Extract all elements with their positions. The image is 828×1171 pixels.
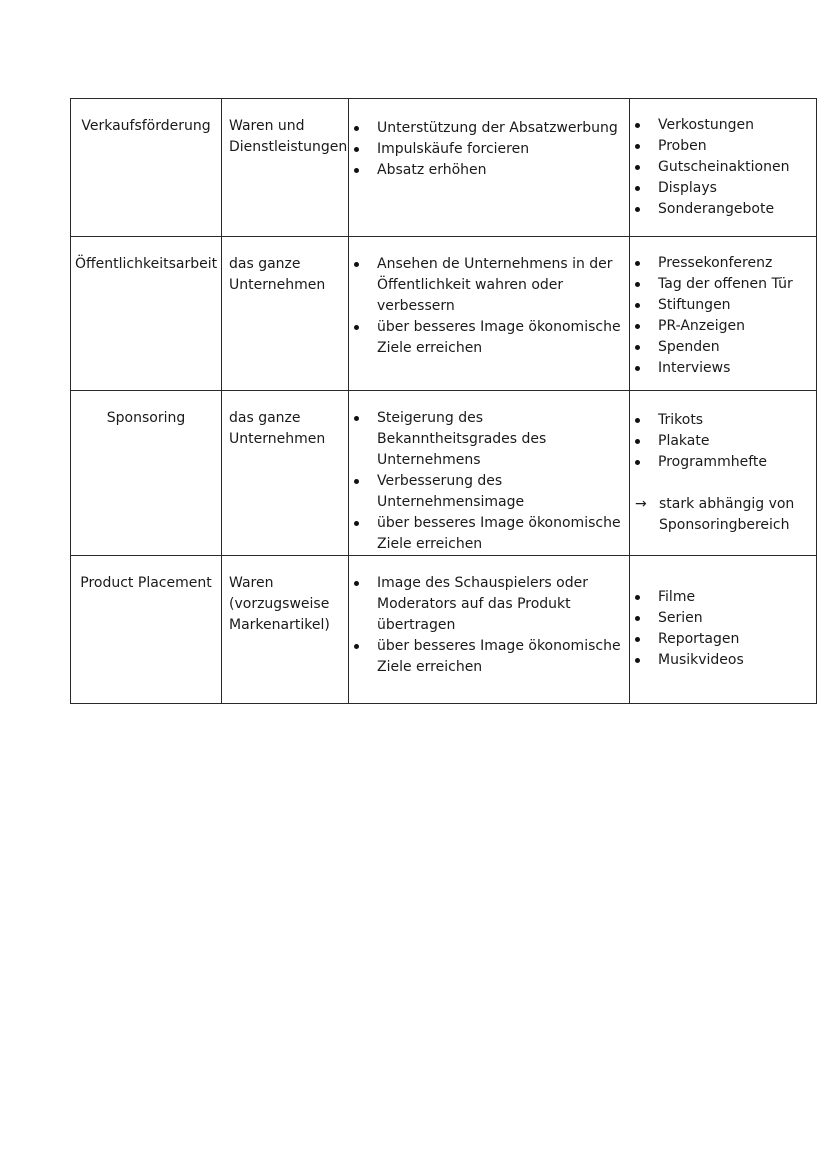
target-cell	[222, 556, 349, 704]
list-item: Reportagen	[630, 629, 812, 650]
goals-list	[349, 556, 629, 678]
instrument-name: Verkaufsförderung	[81, 118, 211, 134]
list-item: PR-Anzeigen	[630, 316, 812, 337]
target-text: Waren und Dienstleistungen	[229, 118, 348, 155]
dependency-note	[630, 494, 816, 536]
list-item: über besseres Image ökonomische Ziele erreichen	[349, 317, 625, 359]
instrument-name: Product Placement	[80, 575, 212, 591]
measures-cell	[630, 237, 817, 391]
measures-list	[630, 237, 816, 379]
list-item: Interviews	[630, 358, 812, 379]
target-cell	[222, 237, 349, 391]
table-row	[71, 556, 817, 704]
goals-list	[349, 237, 629, 359]
table-row	[71, 237, 817, 391]
goals-list	[349, 99, 629, 181]
list-item: Musikvideos	[630, 650, 812, 671]
instrument-cell	[71, 556, 222, 704]
arrow-right-icon: →	[635, 496, 647, 512]
note-text: stark abhängig von Sponsoringbereich	[659, 496, 795, 533]
list-item: Programmhefte	[630, 452, 812, 473]
goals-cell	[349, 556, 630, 704]
goals-cell	[349, 391, 630, 556]
list-item: Plakate	[630, 431, 812, 452]
target-text: Waren (vorzugsweise Markenartikel)	[229, 575, 330, 633]
measures-list	[630, 556, 816, 671]
measures-list	[630, 391, 816, 473]
list-item: Proben	[630, 136, 812, 157]
list-item: Sonderangebote	[630, 199, 812, 220]
communication-instruments-table	[70, 98, 817, 704]
table-row	[71, 99, 817, 237]
list-item: Trikots	[630, 410, 812, 431]
list-item: Image des Schauspielers oder Moderators auf das Produkt übertragen	[349, 573, 625, 636]
list-item: Spenden	[630, 337, 812, 358]
target-cell	[222, 99, 349, 237]
instrument-cell	[71, 391, 222, 556]
list-item: Serien	[630, 608, 812, 629]
measures-cell	[630, 556, 817, 704]
target-text: das ganze Unternehmen	[229, 256, 326, 293]
list-item: Gutscheinaktionen	[630, 157, 812, 178]
list-item: Absatz erhöhen	[349, 160, 625, 181]
target-cell	[222, 391, 349, 556]
list-item: Unterstützung der Absatzwerbung	[349, 118, 625, 139]
measures-cell	[630, 391, 817, 556]
goals-cell	[349, 237, 630, 391]
list-item: Verbesserung des Unternehmensimage	[349, 471, 625, 513]
list-item: Tag der offenen Tür	[630, 274, 812, 295]
list-item: über besseres Image ökonomische Ziele erreichen	[349, 636, 625, 678]
list-item: Filme	[630, 587, 812, 608]
list-item: Displays	[630, 178, 812, 199]
instrument-name: Sponsoring	[106, 410, 186, 426]
list-item: Pressekonferenz	[630, 253, 812, 274]
list-item: Steigerung des Bekanntheitsgrades des Unternehmens	[349, 408, 625, 471]
measures-cell	[630, 99, 817, 237]
table-row	[71, 391, 817, 556]
goals-cell	[349, 99, 630, 237]
list-item: Impulskäufe forcieren	[349, 139, 625, 160]
measures-list	[630, 99, 816, 220]
instrument-name: Öffentlichkeitsarbeit	[75, 256, 218, 272]
goals-list	[349, 391, 629, 555]
list-item: Stiftungen	[630, 295, 812, 316]
target-text: das ganze Unternehmen	[229, 410, 326, 447]
instrument-cell	[71, 237, 222, 391]
list-item: Ansehen de Unternehmens in der Öffentlichkeit wahren oder verbessern	[349, 254, 625, 317]
instrument-cell	[71, 99, 222, 237]
list-item: über besseres Image ökonomische Ziele erreichen	[349, 513, 625, 555]
list-item: Verkostungen	[630, 115, 812, 136]
